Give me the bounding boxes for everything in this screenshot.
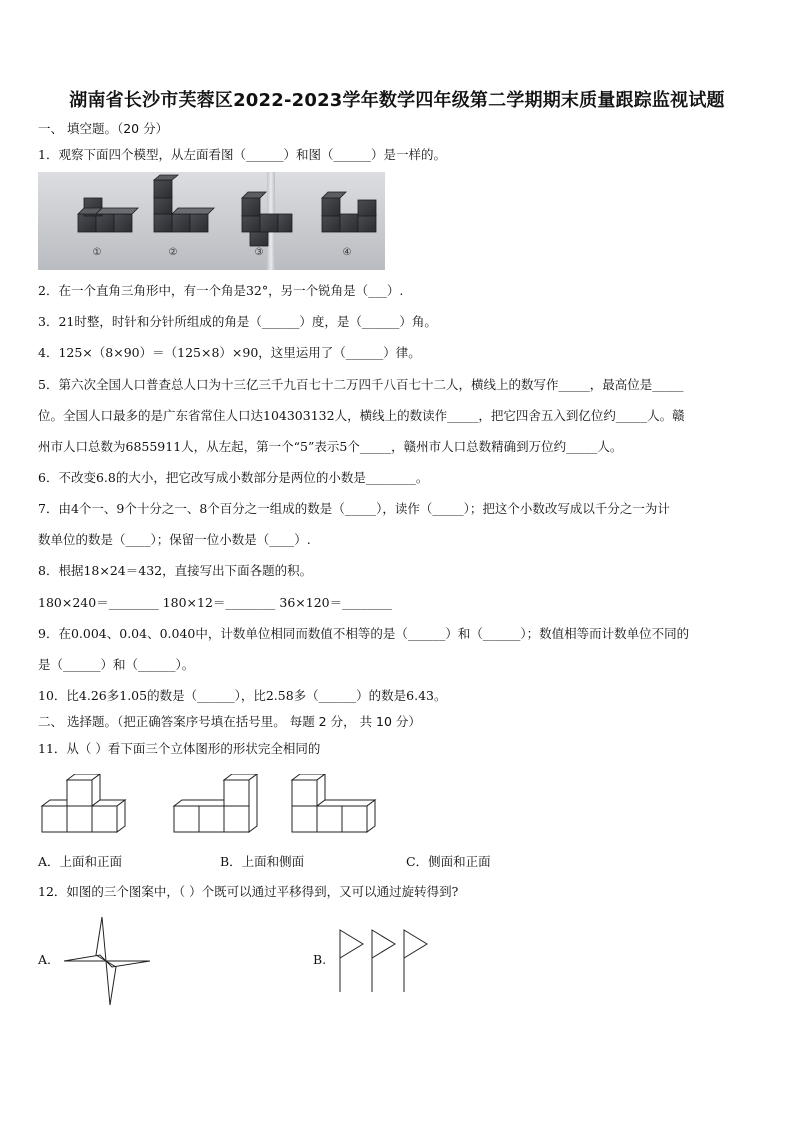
page-title: 湖南省长沙市芙蓉区2022-2023学年数学四年级第二学期期末质量跟踪监视试题 xyxy=(69,90,725,111)
section-2-heading: 二、 选择题。（把正确答案序号填在括号里。 每题 2 分， 共 10 分） xyxy=(38,714,421,729)
section-1-heading: 一、 填空题。（20 分） xyxy=(38,121,169,136)
question-7-line-1: 7．由4个一、9个十分之一、8个百分之一组成的数是（_____），读作（_____）；把这个小数改写成以千分之一为计 xyxy=(38,501,670,516)
question-8-calculations: 180×240＝________ 180×12＝________ 36×120＝________ xyxy=(38,595,393,610)
q11-solid-figures xyxy=(40,774,390,836)
model-label-3: ③ xyxy=(254,247,264,258)
question-12: 12．如图的三个图案中，（ ）个既可以通过平移得到，又可以通过旋转得到? xyxy=(38,884,459,899)
question-5-line-1: 5．第六次全国人口普查总人口为十三亿三千九百七十二万四千八百七十二人，横线上的数写作_____，最高位是_____ xyxy=(38,377,684,392)
model-label-1: ① xyxy=(92,247,102,258)
model-2 xyxy=(154,175,214,232)
question-4: 4．125×（8×90）＝（125×8）×90，这里运用了（______）律。 xyxy=(38,345,421,360)
model-4 xyxy=(322,192,376,232)
model-label-2: ② xyxy=(168,247,178,258)
question-5-line-3: 州市人口总数为6855911人，从左起，第一个“5”表示5个_____，赣州市人口总数精确到万位约_____人。 xyxy=(38,439,623,454)
question-9-line-1: 9．在0.004、0.04、0.040中，计数单位相同而数值不相等的是（______）和（______）；数值相等而计数单位不同的 xyxy=(38,626,690,641)
q12-flags-figure xyxy=(336,928,436,994)
q12-option-a-label: A. xyxy=(38,952,52,967)
q12-option-b-label: B. xyxy=(313,952,327,967)
solid-figure-2 xyxy=(174,774,257,832)
q11-option-b: B．上面和侧面 xyxy=(220,854,305,869)
q11-option-a: A．上面和正面 xyxy=(38,854,123,869)
question-10: 10．比4.26多1.05的数是（______），比2.58多（______）的数是6.43。 xyxy=(38,688,447,703)
q11-option-c: C．侧面和正面 xyxy=(406,854,491,869)
model-label-4: ④ xyxy=(342,247,352,258)
question-6: 6．不改变6.8的大小，把它改写成小数部分是两位的小数是________。 xyxy=(38,470,429,485)
question-5-line-2: 位。全国人口最多的是广东省常住人口达104303132人，横线上的数读作_____，把它四舍五入到亿位约_____人。赣 xyxy=(38,408,685,423)
question-11: 11．从（ ）看下面三个立体图形的形状完全相同的 xyxy=(38,741,321,756)
question-9-line-2: 是（______）和（______）。 xyxy=(38,657,195,672)
model-3 xyxy=(242,192,292,246)
question-3: 3．21时整，时针和分针所组成的角是（______）度，是（______）角。 xyxy=(38,314,437,329)
question-8: 8．根据18×24＝432，直接写出下面各题的积。 xyxy=(38,563,313,578)
question-2: 2．在一个直角三角形中，有一个角是32°，另一个锐角是（___）. xyxy=(38,283,404,298)
model-1 xyxy=(78,198,138,232)
q12-pinwheel-figure xyxy=(62,915,154,1007)
solid-figure-1 xyxy=(42,774,125,832)
solid-figure-3 xyxy=(292,774,375,832)
block-models-photo xyxy=(38,172,385,270)
question-7-line-2: 数单位的数是（____）；保留一位小数是（____）. xyxy=(38,532,311,547)
question-1: 1．观察下面四个模型，从左面看图（______）和图（______）是一样的。 xyxy=(38,147,446,162)
